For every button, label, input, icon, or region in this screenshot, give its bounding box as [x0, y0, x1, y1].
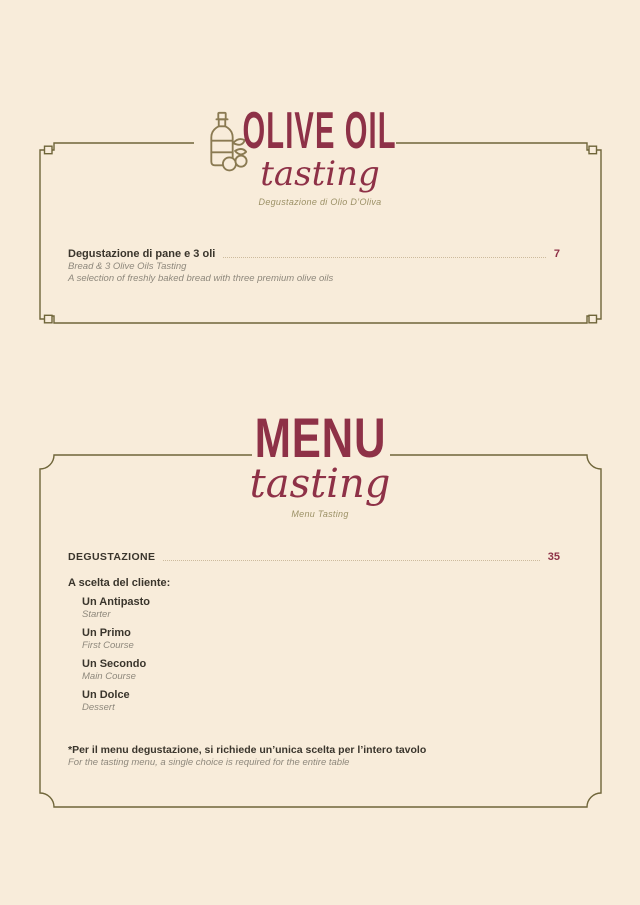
- course-translation: Main Course: [82, 671, 136, 682]
- item-translation: Bread & 3 Olive Oils Tasting: [68, 261, 187, 272]
- course-item: [82, 627, 560, 652]
- footnote-italian: *Per il menu degustazione, si richiede un’unica scelta per l’intero tavolo: [68, 744, 427, 756]
- course-translation: Starter: [82, 609, 111, 620]
- footnote: [68, 744, 560, 769]
- course-item: [82, 689, 560, 714]
- course-name: Un Primo: [82, 627, 131, 639]
- menu-content: [68, 551, 560, 769]
- olive-oil-content: [68, 248, 560, 285]
- menu-title-text: MENU: [254, 406, 386, 469]
- olive-oil-title: [0, 102, 640, 160]
- menu-item-row: [68, 551, 560, 564]
- dotted-leader: [223, 257, 546, 258]
- menu-title: [0, 406, 640, 469]
- course-name: Un Dolce: [82, 689, 130, 701]
- menu-translation: Menu Tasting: [291, 509, 349, 519]
- item-description: A selection of freshly baked bread with three premium olive oils: [68, 273, 334, 284]
- item-price: 7: [553, 248, 560, 260]
- course-translation: First Course: [82, 640, 134, 651]
- choice-label: A scelta del cliente:: [68, 577, 171, 589]
- course-name: Un Secondo: [82, 658, 147, 670]
- olive-oil-header: [0, 102, 640, 207]
- menu-header: [0, 406, 640, 519]
- olive-oil-title-text: OLIVE OIL: [242, 102, 398, 160]
- course-item: [82, 658, 560, 683]
- menu-item-row: [68, 248, 560, 261]
- item-price: 35: [547, 551, 560, 563]
- item-name: Degustazione di pane e 3 oli: [68, 248, 216, 260]
- course-item: [82, 596, 560, 621]
- course-name: Un Antipasto: [82, 596, 151, 608]
- item-name: DEGUSTAZIONE: [68, 551, 156, 563]
- menu-script-subtitle: tasting: [249, 461, 391, 507]
- olive-oil-translation: Degustazione di Olio D’Oliva: [258, 197, 382, 207]
- course-translation: Dessert: [82, 702, 115, 713]
- footnote-english: For the tasting menu, a single choice is required for the entire table: [68, 757, 350, 768]
- dotted-leader: [163, 560, 539, 561]
- olive-oil-script-subtitle: tasting: [260, 154, 380, 194]
